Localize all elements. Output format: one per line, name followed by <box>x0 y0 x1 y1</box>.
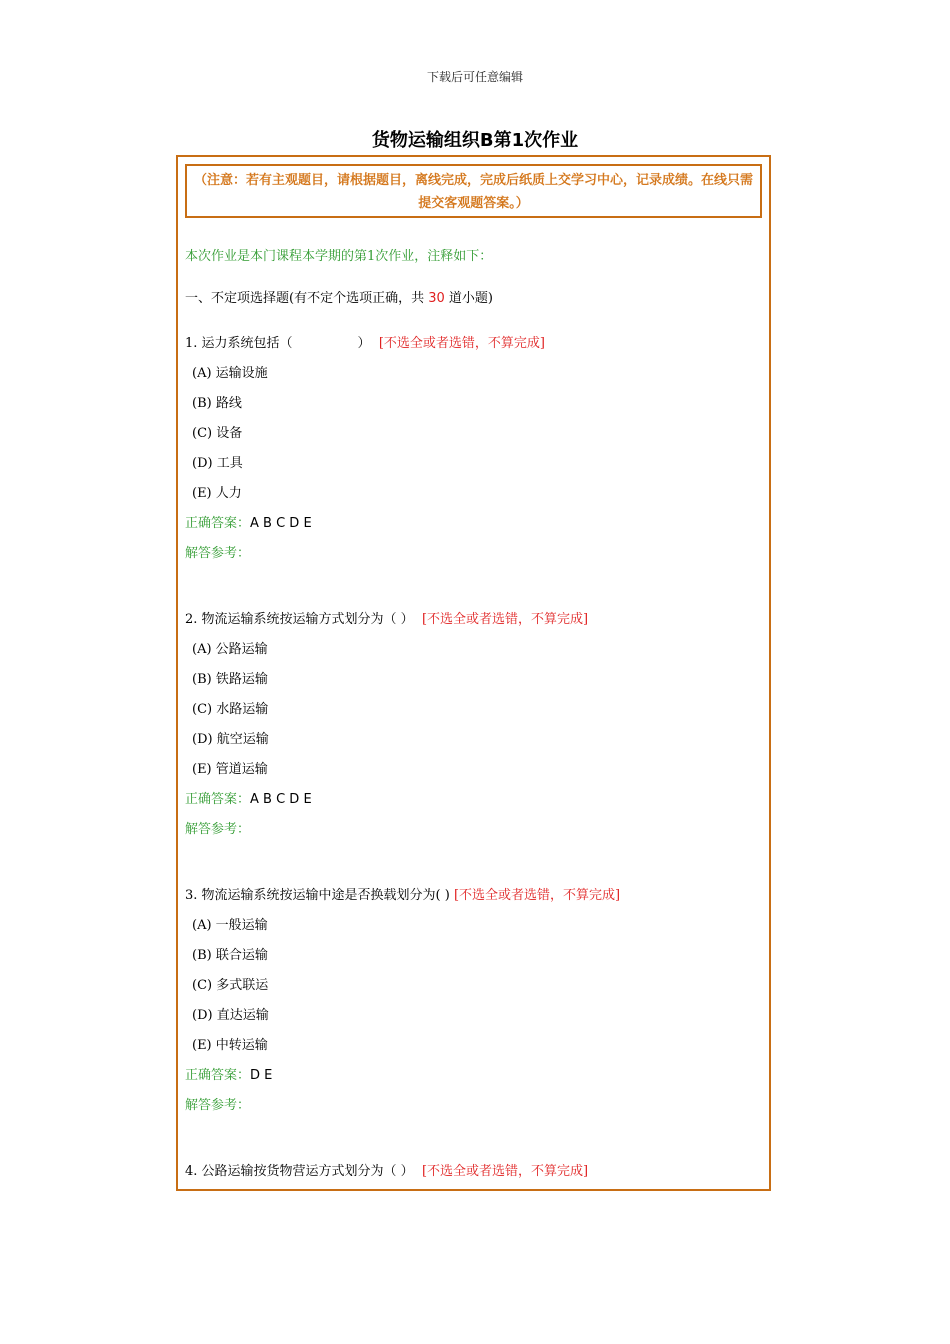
option: (E) 人力 <box>192 486 242 501</box>
option: (B) 路线 <box>192 396 242 411</box>
intro-text: 本次作业是本门课程本学期的第1次作业，注释如下： <box>185 249 493 264</box>
answer-label: 正确答案： <box>185 516 251 531</box>
explain-label: 解答参考： <box>185 822 251 837</box>
answer-label: 正确答案： <box>185 1068 251 1083</box>
option: (B) 联合运输 <box>192 948 268 963</box>
answer-value: A B C D E <box>250 516 312 531</box>
rule-tag: [不选全或者选错，不算完成] <box>378 336 545 351</box>
question-stem-text: 4. 公路运输按货物营运方式划分为（ ） <box>185 1164 414 1179</box>
question-stem-text: 2. 物流运输系统按运输方式划分为（ ） <box>185 612 414 627</box>
question-2-stem <box>185 611 588 629</box>
section-heading <box>185 290 493 308</box>
question-stem-text: 1. 运力系统包括（ ） <box>185 336 371 351</box>
question-count: 30 <box>428 291 445 306</box>
option: (E) 中转运输 <box>192 1038 268 1053</box>
option: (A) 公路运输 <box>192 642 268 657</box>
rule-tag: [不选全或者选错，不算完成] <box>421 612 589 627</box>
explain-label: 解答参考： <box>185 546 251 561</box>
option: (B) 铁路运输 <box>192 672 268 687</box>
rule-tag: [不选全或者选错，不算完成] <box>421 1164 589 1179</box>
question-1-stem <box>185 335 545 353</box>
question-stem-text: 3. 物流运输系统按运输中途是否换载划分为( ) <box>185 888 450 903</box>
document-title: 货物运输组织B第1次作业 <box>371 130 579 151</box>
explain-label: 解答参考： <box>185 1098 251 1113</box>
option: (D) 航空运输 <box>192 732 269 747</box>
question-3-stem <box>185 887 620 905</box>
notice-box: （注意：若有主观题目，请根据题目，离线完成，完成后纸质上交学习中心，记录成绩。在线只需提交客观题答案。） <box>185 164 762 218</box>
question-4-stem <box>185 1163 588 1181</box>
option: (D) 直达运输 <box>192 1008 269 1023</box>
assignment-frame <box>176 155 771 1191</box>
answer-label: 正确答案： <box>185 792 251 807</box>
option: (D) 工具 <box>192 456 243 471</box>
option: (A) 一般运输 <box>192 918 268 933</box>
header-note: 下载后可任意编辑 <box>426 70 523 84</box>
answer-line <box>185 791 312 809</box>
answer-line <box>185 515 312 533</box>
answer-value: D E <box>250 1068 273 1083</box>
rule-tag: [不选全或者选错，不算完成] <box>453 888 621 903</box>
section-prefix: 一、不定项选择题(有不定个选项正确，共 <box>185 291 429 306</box>
option: (C) 多式联运 <box>192 978 269 993</box>
option: (C) 设备 <box>192 426 243 441</box>
answer-value: A B C D E <box>250 792 312 807</box>
option: (E) 管道运输 <box>192 762 268 777</box>
answer-line <box>185 1067 272 1085</box>
option: (A) 运输设施 <box>192 366 268 381</box>
section-suffix: 道小题) <box>444 291 493 306</box>
option: (C) 水路运输 <box>192 702 269 717</box>
